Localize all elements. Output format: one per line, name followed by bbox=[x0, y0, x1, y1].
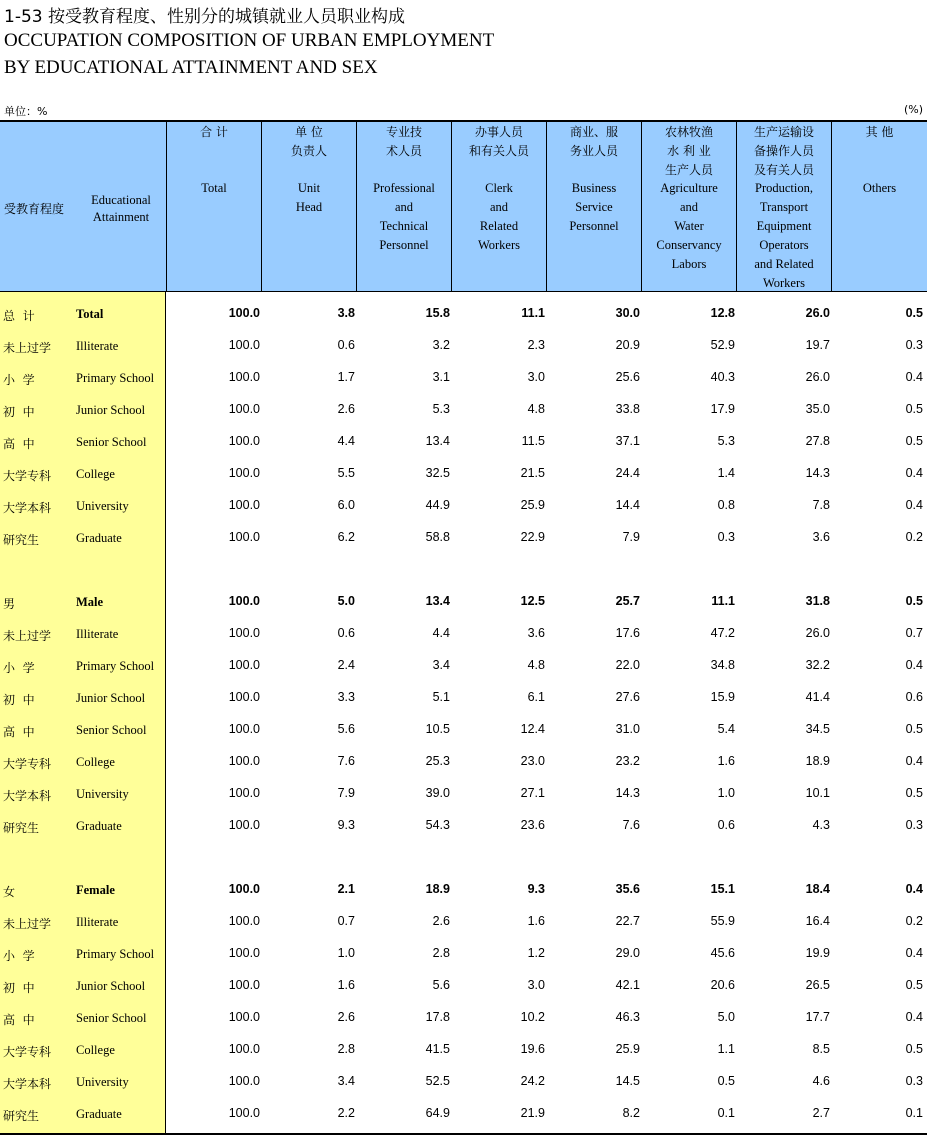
row-label-en: Junior School bbox=[76, 403, 146, 417]
table-row bbox=[0, 618, 927, 650]
table-cell: 25.7 bbox=[615, 594, 640, 608]
row-label-en: University bbox=[76, 499, 129, 513]
row-label-cn: 未上过学 bbox=[3, 629, 52, 643]
table-cell: 4.8 bbox=[527, 402, 545, 416]
table-cell: 58.8 bbox=[425, 530, 450, 544]
table-cell: 100.0 bbox=[228, 466, 260, 480]
table-cell: 17.6 bbox=[615, 626, 640, 640]
table-cell: 0.6 bbox=[337, 338, 355, 352]
column-header-cn: 农林牧渔 水 利 业 生产人员 bbox=[664, 125, 713, 177]
row-label-en: Senior School bbox=[76, 435, 147, 449]
row-label-en: Graduate bbox=[76, 531, 122, 545]
row-label-cn: 初 中 bbox=[3, 693, 35, 707]
row-label-en: University bbox=[76, 787, 129, 801]
table-cell: 100.0 bbox=[228, 498, 260, 512]
table-row bbox=[0, 1034, 927, 1066]
row-label-cn: 高 中 bbox=[3, 437, 35, 451]
table-cell: 0.7 bbox=[905, 626, 923, 640]
row-label-cn: 小 学 bbox=[3, 373, 35, 387]
table-cell: 1.1 bbox=[717, 1042, 735, 1056]
table-cell: 33.8 bbox=[615, 402, 640, 416]
table-cell: 100.0 bbox=[228, 818, 260, 832]
table-cell: 5.6 bbox=[337, 722, 355, 736]
table-title-en-line1: OCCUPATION COMPOSITION OF URBAN EMPLOYMENT bbox=[4, 30, 495, 51]
table-cell: 0.4 bbox=[905, 370, 923, 384]
table-row bbox=[0, 522, 927, 554]
table-cell: 3.0 bbox=[527, 978, 545, 992]
table-cell: 19.9 bbox=[805, 946, 830, 960]
table-cell: 54.3 bbox=[425, 818, 450, 832]
table-cell: 21.9 bbox=[520, 1106, 545, 1120]
row-label-cn: 大学专科 bbox=[3, 1045, 52, 1059]
table-cell: 100.0 bbox=[228, 658, 260, 672]
row-label-cn: 大学本科 bbox=[3, 501, 52, 515]
table-row bbox=[0, 970, 927, 1002]
table-cell: 2.6 bbox=[337, 402, 355, 416]
table-title-en-line2: BY EDUCATIONAL ATTAINMENT AND SEX bbox=[4, 57, 378, 78]
column-header-cn: 商业、服 务业人员 bbox=[569, 125, 618, 158]
table-cell: 14.5 bbox=[615, 1074, 640, 1088]
table-cell: 0.3 bbox=[717, 530, 735, 544]
row-label-en: Primary School bbox=[76, 659, 155, 673]
table-cell: 15.9 bbox=[710, 690, 735, 704]
table-row bbox=[0, 458, 927, 490]
table-cell: 10.1 bbox=[805, 786, 830, 800]
table-cell: 0.5 bbox=[905, 402, 923, 416]
column-header-en: Clerk and Related Workers bbox=[477, 181, 521, 252]
table-cell: 5.1 bbox=[432, 690, 450, 704]
table-cell: 4.4 bbox=[432, 626, 450, 640]
table-cell: 3.4 bbox=[432, 658, 450, 672]
table-cell: 100.0 bbox=[228, 1074, 260, 1088]
table-cell: 18.4 bbox=[805, 882, 830, 896]
table-cell: 18.9 bbox=[425, 882, 450, 896]
table-cell: 1.6 bbox=[337, 978, 355, 992]
column-header-en: Others bbox=[862, 181, 897, 195]
table-row bbox=[0, 778, 927, 810]
row-label-en: Illiterate bbox=[76, 339, 119, 353]
row-label-cn: 小 学 bbox=[3, 661, 35, 675]
table-cell: 0.3 bbox=[905, 818, 923, 832]
table-cell: 31.8 bbox=[805, 594, 830, 608]
row-label-en: Graduate bbox=[76, 819, 122, 833]
table-cell: 22.0 bbox=[615, 658, 640, 672]
table-cell: 8.5 bbox=[812, 1042, 830, 1056]
table-cell: 5.6 bbox=[432, 978, 450, 992]
table-cell: 100.0 bbox=[228, 338, 260, 352]
table-cell: 35.6 bbox=[615, 882, 640, 896]
column-header bbox=[451, 122, 546, 291]
table-row bbox=[0, 1066, 927, 1098]
row-label-cn: 研究生 bbox=[3, 821, 40, 835]
row-label-cn: 大学本科 bbox=[3, 789, 52, 803]
table-cell: 100.0 bbox=[228, 914, 260, 928]
row-label-cn: 初 中 bbox=[3, 981, 35, 995]
row-label-cn: 未上过学 bbox=[3, 341, 52, 355]
table-cell: 13.4 bbox=[425, 434, 450, 448]
table-cell: 7.6 bbox=[337, 754, 355, 768]
column-header bbox=[831, 122, 927, 291]
table-cell: 100.0 bbox=[228, 754, 260, 768]
column-header-cn: 其 他 bbox=[865, 125, 894, 139]
table-row bbox=[0, 874, 927, 906]
table-cell: 0.6 bbox=[717, 818, 735, 832]
table-cell: 11.1 bbox=[521, 306, 545, 320]
table-cell: 4.6 bbox=[812, 1074, 830, 1088]
row-label-en: Illiterate bbox=[76, 915, 119, 929]
row-label-cn: 男 bbox=[3, 597, 16, 611]
table-cell: 3.3 bbox=[337, 690, 355, 704]
row-label-en: Senior School bbox=[76, 723, 147, 737]
table-cell: 100.0 bbox=[228, 594, 260, 608]
table-title-cn: 1-53 按受教育程度、性别分的城镇就业人员职业构成 bbox=[4, 7, 405, 27]
table-cell: 21.5 bbox=[520, 466, 545, 480]
table-row bbox=[0, 394, 927, 426]
table-cell: 34.5 bbox=[805, 722, 830, 736]
table-cell: 0.1 bbox=[717, 1106, 735, 1120]
table-cell: 0.4 bbox=[905, 754, 923, 768]
table-row bbox=[0, 746, 927, 778]
table-cell: 4.4 bbox=[337, 434, 355, 448]
row-label-en: College bbox=[76, 1043, 115, 1057]
table-cell: 23.2 bbox=[615, 754, 640, 768]
table-cell: 100.0 bbox=[228, 978, 260, 992]
table-cell: 47.2 bbox=[710, 626, 735, 640]
table-cell: 20.6 bbox=[710, 978, 735, 992]
row-label-en: Illiterate bbox=[76, 627, 119, 641]
row-label-cn: 高 中 bbox=[3, 725, 35, 739]
table-cell: 100.0 bbox=[228, 1042, 260, 1056]
table-cell: 0.4 bbox=[905, 882, 923, 896]
table-cell: 2.8 bbox=[337, 1042, 355, 1056]
table-cell: 26.0 bbox=[805, 306, 830, 320]
table-cell: 29.0 bbox=[615, 946, 640, 960]
table-cell: 3.4 bbox=[337, 1074, 355, 1088]
table-cell: 35.0 bbox=[805, 402, 830, 416]
row-label-cn: 研究生 bbox=[3, 533, 40, 547]
column-header bbox=[356, 122, 451, 291]
row-label-en: Junior School bbox=[76, 979, 146, 993]
table-cell: 11.5 bbox=[521, 434, 545, 448]
table-cell: 64.9 bbox=[425, 1106, 450, 1120]
table-row bbox=[0, 682, 927, 714]
table-cell: 18.9 bbox=[805, 754, 830, 768]
table-row bbox=[0, 362, 927, 394]
row-label-cn: 小 学 bbox=[3, 949, 35, 963]
table-cell: 12.5 bbox=[520, 594, 545, 608]
table-cell: 15.8 bbox=[425, 306, 450, 320]
row-label-en: Male bbox=[76, 595, 104, 609]
table-cell: 52.9 bbox=[710, 338, 735, 352]
table-cell: 45.6 bbox=[710, 946, 735, 960]
table-cell: 5.3 bbox=[432, 402, 450, 416]
table-cell: 25.9 bbox=[520, 498, 545, 512]
table-cell: 19.7 bbox=[805, 338, 830, 352]
row-label-cn: 未上过学 bbox=[3, 917, 52, 931]
row-label-en: Graduate bbox=[76, 1107, 122, 1121]
table-cell: 14.4 bbox=[615, 498, 640, 512]
table-row bbox=[0, 490, 927, 522]
table-cell: 6.1 bbox=[527, 690, 545, 704]
table-cell: 24.4 bbox=[615, 466, 640, 480]
table-cell: 0.4 bbox=[905, 658, 923, 672]
table-cell: 26.0 bbox=[805, 370, 830, 384]
table-cell: 12.4 bbox=[520, 722, 545, 736]
table-cell: 37.1 bbox=[615, 434, 640, 448]
table-cell: 3.6 bbox=[527, 626, 545, 640]
table-cell: 7.9 bbox=[622, 530, 640, 544]
table-cell: 0.5 bbox=[905, 306, 923, 320]
column-header-cn: 合 计 bbox=[200, 125, 228, 139]
row-label-en: University bbox=[76, 1075, 129, 1089]
table-cell: 0.1 bbox=[905, 1106, 923, 1120]
row-label-cn: 大学本科 bbox=[3, 1077, 52, 1091]
table-cell: 100.0 bbox=[228, 786, 260, 800]
table-cell: 1.6 bbox=[527, 914, 545, 928]
row-label-cn: 高 中 bbox=[3, 1013, 35, 1027]
table-row bbox=[0, 650, 927, 682]
column-header-en: Professional and Technical Personnel bbox=[373, 181, 435, 252]
table-cell: 100.0 bbox=[228, 434, 260, 448]
table-cell: 32.5 bbox=[425, 466, 450, 480]
row-label-en: College bbox=[76, 467, 115, 481]
table-cell: 0.4 bbox=[905, 466, 923, 480]
table-cell: 22.9 bbox=[520, 530, 545, 544]
table-cell: 22.7 bbox=[615, 914, 640, 928]
table-cell: 23.6 bbox=[520, 818, 545, 832]
table-cell: 5.5 bbox=[337, 466, 355, 480]
table-cell: 32.2 bbox=[805, 658, 830, 672]
table-cell: 6.0 bbox=[337, 498, 355, 512]
row-label-en: College bbox=[76, 755, 115, 769]
table-cell: 13.4 bbox=[425, 594, 450, 608]
table-cell: 1.6 bbox=[717, 754, 735, 768]
column-header-cn: 生产运输设 备操作人员 及有关人员 bbox=[753, 125, 814, 177]
table-cell: 19.6 bbox=[520, 1042, 545, 1056]
table-cell: 24.2 bbox=[520, 1074, 545, 1088]
column-header-en: Agriculture and Water Conservancy Labors bbox=[656, 181, 722, 271]
column-header-cn: 专业技 术人员 bbox=[385, 125, 422, 158]
table-cell: 3.2 bbox=[432, 338, 450, 352]
table-row bbox=[0, 426, 927, 458]
column-header-cn: 单 位 负责人 bbox=[290, 125, 327, 158]
table-cell: 15.1 bbox=[710, 882, 735, 896]
unit-label-right: (%) bbox=[903, 103, 923, 116]
table-cell: 5.0 bbox=[717, 1010, 735, 1024]
table-cell: 41.4 bbox=[805, 690, 830, 704]
table-cell: 100.0 bbox=[228, 882, 260, 896]
table-cell: 100.0 bbox=[228, 626, 260, 640]
table-cell: 27.6 bbox=[615, 690, 640, 704]
table-row bbox=[0, 330, 927, 362]
table-cell: 44.9 bbox=[425, 498, 450, 512]
table-cell: 100.0 bbox=[228, 370, 260, 384]
unit-label: 单位：% bbox=[4, 105, 48, 118]
table-row bbox=[0, 906, 927, 938]
table-cell: 100.0 bbox=[228, 690, 260, 704]
table-cell: 0.5 bbox=[905, 434, 923, 448]
table-cell: 55.9 bbox=[710, 914, 735, 928]
table-cell: 5.4 bbox=[717, 722, 735, 736]
table-row bbox=[0, 938, 927, 970]
table-cell: 10.2 bbox=[520, 1010, 545, 1024]
table-cell: 20.9 bbox=[615, 338, 640, 352]
row-label-en: Primary School bbox=[76, 371, 155, 385]
table-cell: 100.0 bbox=[228, 722, 260, 736]
table-cell: 2.6 bbox=[337, 1010, 355, 1024]
row-label-cn: 总 计 bbox=[3, 309, 35, 323]
table-cell: 0.3 bbox=[905, 1074, 923, 1088]
table-cell: 4.3 bbox=[812, 818, 830, 832]
table-cell: 8.2 bbox=[622, 1106, 640, 1120]
table-bottom-rule bbox=[0, 1133, 927, 1135]
table-cell: 3.6 bbox=[812, 530, 830, 544]
table-cell: 25.3 bbox=[425, 754, 450, 768]
column-header bbox=[166, 122, 261, 291]
table-cell: 5.3 bbox=[717, 434, 735, 448]
table-cell: 25.9 bbox=[615, 1042, 640, 1056]
table-row bbox=[0, 298, 927, 330]
table-cell: 100.0 bbox=[228, 1106, 260, 1120]
column-header-cn: 办事人员 和有关人员 bbox=[468, 125, 529, 158]
table-cell: 1.0 bbox=[717, 786, 735, 800]
table-cell: 41.5 bbox=[425, 1042, 450, 1056]
table-cell: 31.0 bbox=[615, 722, 640, 736]
table-cell: 100.0 bbox=[228, 1010, 260, 1024]
table-cell: 2.2 bbox=[337, 1106, 355, 1120]
row-label-en: Senior School bbox=[76, 1011, 147, 1025]
table-cell: 27.1 bbox=[520, 786, 545, 800]
table-cell: 3.0 bbox=[527, 370, 545, 384]
table-cell: 2.6 bbox=[432, 914, 450, 928]
table-row bbox=[0, 1002, 927, 1034]
table-cell: 5.0 bbox=[337, 594, 355, 608]
column-header bbox=[546, 122, 641, 291]
stub-header-cn: 受教育程度 bbox=[4, 202, 65, 216]
table-cell: 30.0 bbox=[615, 306, 640, 320]
table-cell: 0.4 bbox=[905, 1010, 923, 1024]
table-cell: 4.8 bbox=[527, 658, 545, 672]
table-cell: 34.8 bbox=[710, 658, 735, 672]
table-cell: 11.1 bbox=[711, 594, 735, 608]
table-cell: 2.7 bbox=[812, 1106, 830, 1120]
row-label-cn: 研究生 bbox=[3, 1109, 40, 1123]
table-cell: 0.2 bbox=[905, 914, 923, 928]
table-cell: 23.0 bbox=[520, 754, 545, 768]
table-cell: 27.8 bbox=[805, 434, 830, 448]
table-cell: 2.8 bbox=[432, 946, 450, 960]
row-label-en: Primary School bbox=[76, 947, 155, 961]
table-row bbox=[0, 810, 927, 842]
stub-header-en: Educational Attainment bbox=[91, 193, 151, 224]
column-header-en: Total bbox=[201, 181, 227, 195]
table-cell: 46.3 bbox=[615, 1010, 640, 1024]
table-cell: 100.0 bbox=[228, 946, 260, 960]
table-cell: 2.1 bbox=[337, 882, 355, 896]
table-cell: 14.3 bbox=[615, 786, 640, 800]
table-row bbox=[0, 714, 927, 746]
table-cell: 100.0 bbox=[228, 530, 260, 544]
table-cell: 100.0 bbox=[228, 306, 260, 320]
table-cell: 25.6 bbox=[615, 370, 640, 384]
table-cell: 16.4 bbox=[805, 914, 830, 928]
table-cell: 1.0 bbox=[337, 946, 355, 960]
row-label-cn: 大学专科 bbox=[3, 757, 52, 771]
table-cell: 0.5 bbox=[905, 722, 923, 736]
table-cell: 17.7 bbox=[805, 1010, 830, 1024]
table-cell: 39.0 bbox=[425, 786, 450, 800]
table-cell: 1.2 bbox=[527, 946, 545, 960]
table-cell: 2.4 bbox=[337, 658, 355, 672]
table-cell: 0.2 bbox=[905, 530, 923, 544]
table-cell: 12.8 bbox=[710, 306, 735, 320]
column-header-en: Unit Head bbox=[295, 181, 323, 214]
column-header bbox=[261, 122, 356, 291]
table-cell: 0.4 bbox=[905, 498, 923, 512]
table-cell: 6.2 bbox=[337, 530, 355, 544]
table-cell: 52.5 bbox=[425, 1074, 450, 1088]
table-cell: 7.8 bbox=[812, 498, 830, 512]
table-cell: 17.8 bbox=[425, 1010, 450, 1024]
table-cell: 0.6 bbox=[337, 626, 355, 640]
table-cell: 0.5 bbox=[905, 1042, 923, 1056]
column-header-en: Production, Transport Equipment Operators and Related Workers bbox=[754, 181, 814, 290]
table-cell: 0.4 bbox=[905, 946, 923, 960]
table-cell: 0.7 bbox=[337, 914, 355, 928]
row-label-cn: 大学专科 bbox=[3, 469, 52, 483]
row-label-cn: 初 中 bbox=[3, 405, 35, 419]
table-cell: 0.5 bbox=[905, 786, 923, 800]
table-cell: 42.1 bbox=[615, 978, 640, 992]
table-cell: 9.3 bbox=[337, 818, 355, 832]
table-cell: 40.3 bbox=[710, 370, 735, 384]
table-cell: 0.5 bbox=[905, 594, 923, 608]
table-row bbox=[0, 586, 927, 618]
table-cell: 7.9 bbox=[337, 786, 355, 800]
table-cell: 3.8 bbox=[337, 306, 355, 320]
table-cell: 14.3 bbox=[805, 466, 830, 480]
table-cell: 7.6 bbox=[622, 818, 640, 832]
table-row bbox=[0, 1098, 927, 1130]
table-header bbox=[0, 120, 927, 292]
column-header bbox=[736, 122, 831, 291]
table-cell: 0.5 bbox=[905, 978, 923, 992]
table-cell: 1.7 bbox=[337, 370, 355, 384]
table-cell: 3.1 bbox=[432, 370, 450, 384]
table-cell: 26.5 bbox=[805, 978, 830, 992]
column-header-en: Business Service Personnel bbox=[569, 181, 619, 233]
table-cell: 0.6 bbox=[905, 690, 923, 704]
table-cell: 26.0 bbox=[805, 626, 830, 640]
table-cell: 1.4 bbox=[717, 466, 735, 480]
row-label-cn: 女 bbox=[3, 885, 16, 899]
table-cell: 0.5 bbox=[717, 1074, 735, 1088]
table-cell: 2.3 bbox=[527, 338, 545, 352]
row-label-en: Female bbox=[76, 883, 115, 897]
table-cell: 100.0 bbox=[228, 402, 260, 416]
row-label-en: Junior School bbox=[76, 691, 146, 705]
column-header bbox=[641, 122, 736, 291]
table-cell: 0.3 bbox=[905, 338, 923, 352]
table-cell: 17.9 bbox=[710, 402, 735, 416]
row-label-en: Total bbox=[76, 307, 104, 321]
table-cell: 10.5 bbox=[425, 722, 450, 736]
table-cell: 0.8 bbox=[717, 498, 735, 512]
table-cell: 9.3 bbox=[527, 882, 545, 896]
